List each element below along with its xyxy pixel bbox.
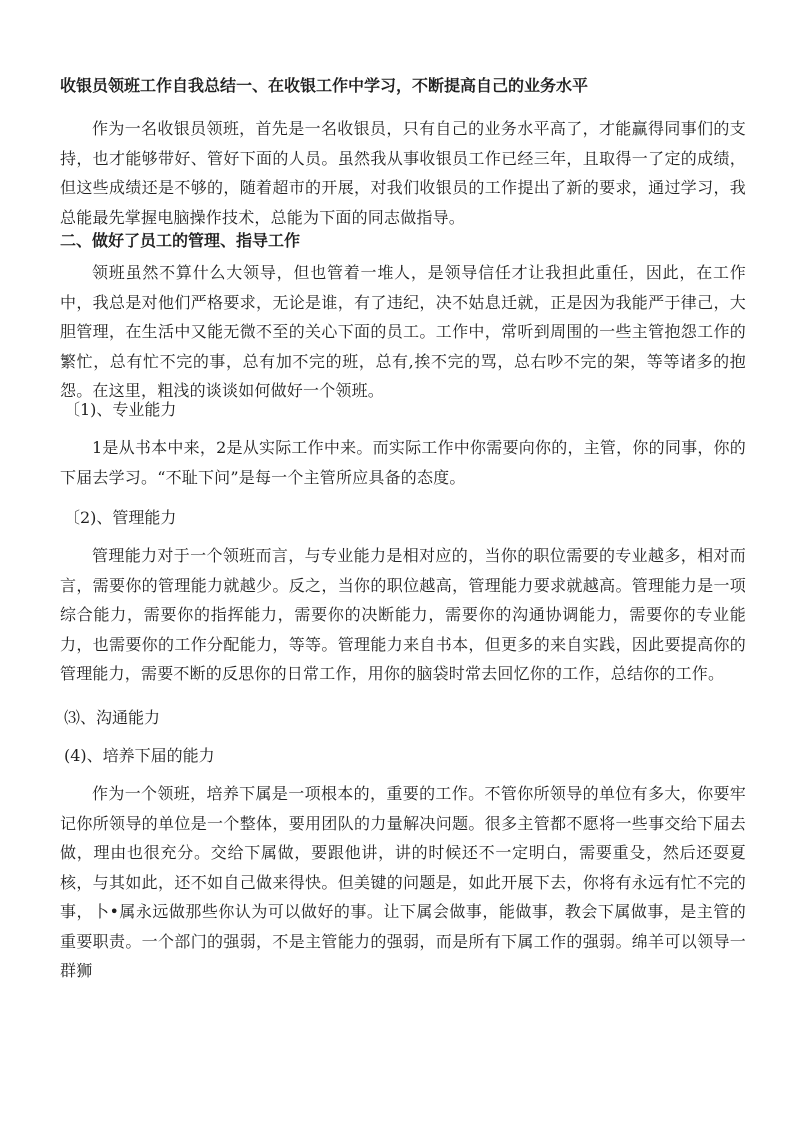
subheading-professional-ability: 〔1)、专业能力	[64, 400, 177, 419]
subheading-communication-ability: ⑶、沟通能力	[64, 708, 161, 727]
paragraph-3: 1是从书本中来，2是从实际工作中来。而实际工作中你需要向你的，主管，你的同事，你的下届去学习。“不耻下问”是每一个主管所应具备的态度。	[60, 438, 746, 487]
subheading-management-ability: 〔2)、管理能力	[64, 508, 177, 527]
paragraph-4: 管理能力对于一个领班而言，与专业能力是相对应的，当你的职位需要的专业越多，相对而言，需要你的管理能力就越少。反之，当你的职位越高，管理能力要求就越高。管理能力是一项综合能力，需要你的指挥能力，需要你的决断能力，需要你的沟通协调能力，需要你的专业能力，也需要你的工作分配能力，等等。管理能力来自书本，但更多的来自实践，因此要提高你的管理能力，需要不断的反思你的日常工作，用你的脑袋时常去回忆你的工作，总结你的工作。	[60, 546, 746, 683]
document-title: 收银员领班工作自我总结一、在收银工作中学习，不断提高自己的业务水平	[60, 76, 589, 95]
subheading-training-ability: (4)、培养下届的能力	[64, 746, 215, 765]
paragraph-1: 作为一名收银员领班，首先是一名收银员，只有自己的业务水平高了，才能赢得同事们的支持，也才能够带好、管好下面的人员。虽然我从事收银员工作已经三年，且取得一了定的成绩，但这些成绩还是不够的，随着超市的开展，对我们收银员的工作提出了新的要求，通过学习，我总能最先掌握电脑操作技术，总能为下面的同志做指导。	[60, 119, 746, 227]
section-heading-2: 二、做好了员工的管理、指导工作	[60, 231, 301, 250]
paragraph-2: 领班虽然不算什么大领导，但也管着一堆人，是领导信任才让我担此重任，因此，在工作中，我总是对他们严格要求，无论是谁，有了违纪，决不姑息迁就，正是因为我能严于律己，大胆管理，在生活中又能无微不至的关心下面的员工。工作中，常听到周围的一些主管抱怨工作的繁忙，总有忙不完的事，总有加不完的班，总有,挨不完的骂，总右吵不完的架，等等诸多的抱怨。在这里，粗浅的谈谈如何做好一个领班。	[60, 263, 746, 400]
paragraph-5: 作为一个领班，培养下属是一项根本的，重要的工作。不管你所领导的单位有多大，你要牢记你所领导的单位是一个整体，要用团队的力量解决问题。很多主管都不愿将一些事交给下届去做，理由也很充分。交给下属做，要跟他讲，讲的时候还不一定明白，需要重殳，然后还耍夏核，与其如此，还不如自己做来得快。但美键的问题是，如此开展下去，你将有永远有忙不完的事，卜•属永远做那些你认为可以做好的事。让下属会做事，能做事，教会下属做事，是主管的重要职责。一个部门的强弱，不是主管能力的强弱，而是所有下属工作的强弱。绵羊可以领导一群狮	[60, 784, 746, 980]
